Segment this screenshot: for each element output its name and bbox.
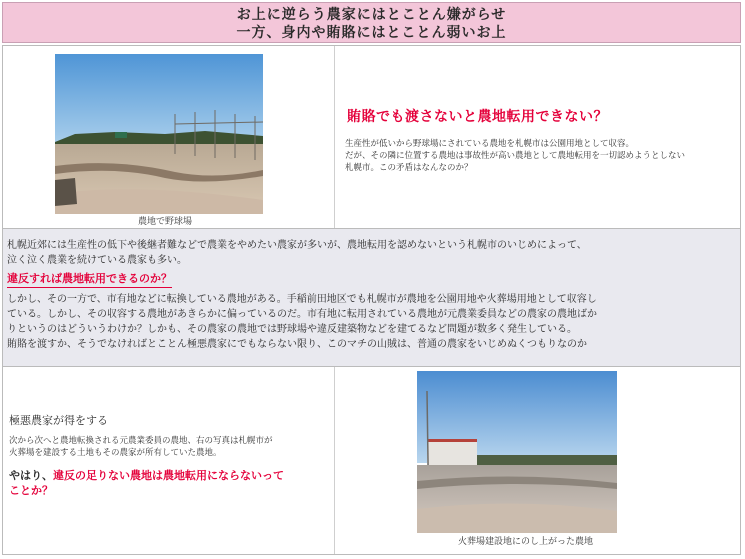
body-line: 次から次へと農地転換される元農業委員の農地、右の写真は札幌市が xyxy=(9,436,273,446)
page-header xyxy=(2,2,741,43)
photo-caption: 農地で野球場 xyxy=(138,217,193,227)
body-line: だが、その隣に位置する農地は事故性が高い農地として農地転用を一切認めようとしない xyxy=(345,151,686,161)
photo-caption: 火葬場建設地にのし上がった農地 xyxy=(458,537,594,547)
paragraph-line: りというのはどういうわけか？しかも、その農家の農地では野球場や違反建築物などを建てるなど問題が数多く発生している。 xyxy=(7,324,577,335)
bribe-heading: 賄賂でも渡さないと農地転用できない？ xyxy=(347,109,608,125)
photo-crematorium-site xyxy=(417,371,617,533)
photo-farmland-baseball-field xyxy=(55,54,263,214)
closing-red-suffix: ことか？ xyxy=(9,484,53,497)
paragraph-line: 賄賂を渡すか、そうでなければとことん極悪農家にでもならない限り、このマチの山賊は、普通の農家をいじめぬくつもりなのか xyxy=(7,339,587,350)
column-divider xyxy=(334,367,335,554)
closing-prefix: やはり、 xyxy=(9,469,53,482)
paragraph-line: 札幌近郊には生産性の低下や後継者難などで農業をやめたい農家が多いが、農地転用を認めないという札幌市のいじめによって、 xyxy=(7,240,587,251)
header-title-line2: 一方、身内や賄賂にはとことん弱いお上 xyxy=(236,25,507,41)
section-bribe-question xyxy=(2,45,741,229)
violation-heading: 違反すれば農地転用できるのか？ xyxy=(7,270,172,288)
column-divider xyxy=(334,46,335,228)
section-evil-farmers xyxy=(2,367,741,555)
section-violation-question xyxy=(2,229,741,367)
paragraph-line: ている。しかし、その収容する農地があきらかに偏っているのだ。市有地に転用されている農地が元農業委員などの農家の農地ばか xyxy=(7,309,597,320)
body-line: 火葬場を建設する土地もその農家が所有していた農地。 xyxy=(9,448,222,458)
bribe-body xyxy=(345,138,735,174)
paragraph-line: 泣く泣く農業を続けている農家も多い。 xyxy=(7,255,187,266)
evil-farmers-body xyxy=(9,435,329,459)
evil-farmers-heading: 極悪農家が得をする xyxy=(9,414,108,427)
body-line: 生産性が低いから野球場にされている農地を札幌市は公園用地として収容。 xyxy=(345,139,635,149)
paragraph-line: しかし、その一方で、市有地などに転換している農地がある。手稲前田地区でも札幌市が農地を公園用地や火葬場用地として収容し xyxy=(7,294,597,305)
evil-farmers-closing xyxy=(9,468,329,498)
body-line: 札幌市。この矛盾はなんなのか？ xyxy=(345,163,473,173)
closing-red-text: 違反の足りない農地は農地転用にならないって xyxy=(53,469,284,482)
header-title-line1: お上に逆らう農家にはとことん嫌がらせ xyxy=(236,7,507,23)
